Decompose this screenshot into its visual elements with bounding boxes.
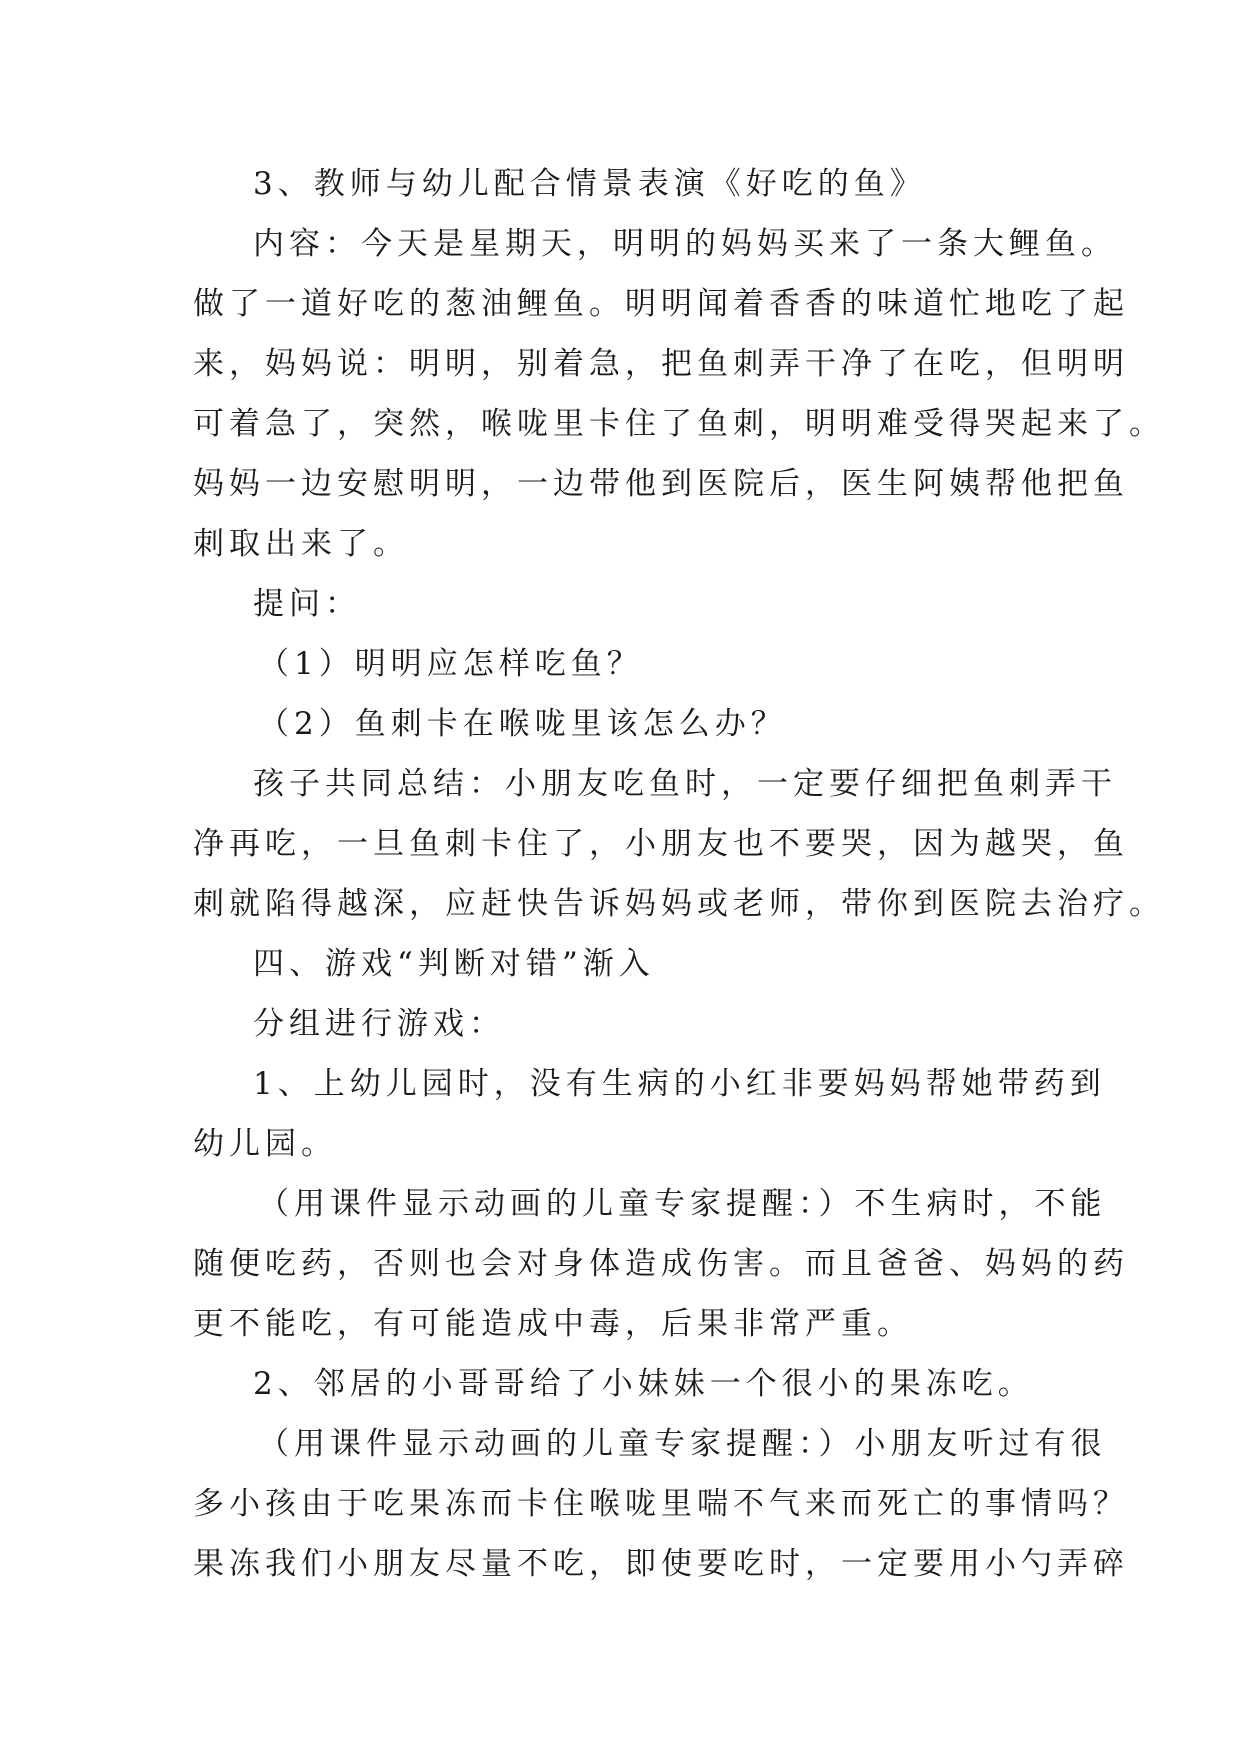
- paragraph-line: 净再吃，一旦鱼刺卡住了，小朋友也不要哭，因为越哭，鱼: [193, 826, 1129, 862]
- paragraph-line: 做了一道好吃的葱油鲤鱼。明明闻着香香的味道忙地吃了起: [193, 286, 1129, 322]
- section-heading-performance: 3、教师与幼儿配合情景表演《好吃的鱼》: [253, 166, 926, 202]
- paragraph-line: 孩子共同总结：小朋友吃鱼时，一定要仔细把鱼刺弄干: [253, 766, 1117, 802]
- paragraph-line: 更不能吃，有可能造成中毒，后果非常严重。: [193, 1306, 913, 1342]
- section-heading-game: 四、游戏“判断对错”渐入: [253, 946, 655, 982]
- paragraph-line: 刺就陷得越深，应赶快告诉妈妈或老师，带你到医院去治疗。: [193, 886, 1165, 922]
- paragraph-line: 幼儿园。: [193, 1126, 337, 1162]
- paragraph-line: 果冻我们小朋友尽量不吃，即使要吃时，一定要用小勺弄碎: [193, 1546, 1129, 1582]
- paragraph-line: 多小孩由于吃果冻而卡住喉咙里喘不气来而死亡的事情吗？: [193, 1486, 1129, 1522]
- paragraph-line: 妈妈一边安慰明明，一边带他到医院后，医生阿姨帮他把鱼: [193, 466, 1129, 502]
- question-item: （1）明明应怎样吃鱼？: [258, 646, 643, 682]
- question-label: 提问：: [253, 586, 361, 622]
- paragraph-line: （用课件显示动画的儿童专家提醒：）不生病时，不能: [258, 1186, 1107, 1222]
- paragraph-line: 来，妈妈说：明明，别着急，把鱼刺弄干净了在吃，但明明: [193, 346, 1129, 382]
- paragraph-line: 分组进行游戏：: [253, 1006, 505, 1042]
- paragraph-line: 随便吃药，否则也会对身体造成伤害。而且爸爸、妈妈的药: [193, 1246, 1129, 1282]
- question-item: （2）鱼刺卡在喉咙里该怎么办？: [258, 706, 787, 742]
- paragraph-line: 内容：今天是星期天，明明的妈妈买来了一条大鲤鱼。: [253, 226, 1117, 262]
- paragraph-line: 1、上幼儿园时，没有生病的小红非要妈妈帮她带药到: [253, 1066, 1106, 1102]
- paragraph-line: 可着急了，突然，喉咙里卡住了鱼刺，明明难受得哭起来了。: [193, 406, 1165, 442]
- paragraph-line: 2、邻居的小哥哥给了小妹妹一个很小的果冻吃。: [253, 1366, 1034, 1402]
- paragraph-line: 刺取出来了。: [193, 526, 409, 562]
- paragraph-line: （用课件显示动画的儿童专家提醒：）小朋友听过有很: [258, 1426, 1107, 1462]
